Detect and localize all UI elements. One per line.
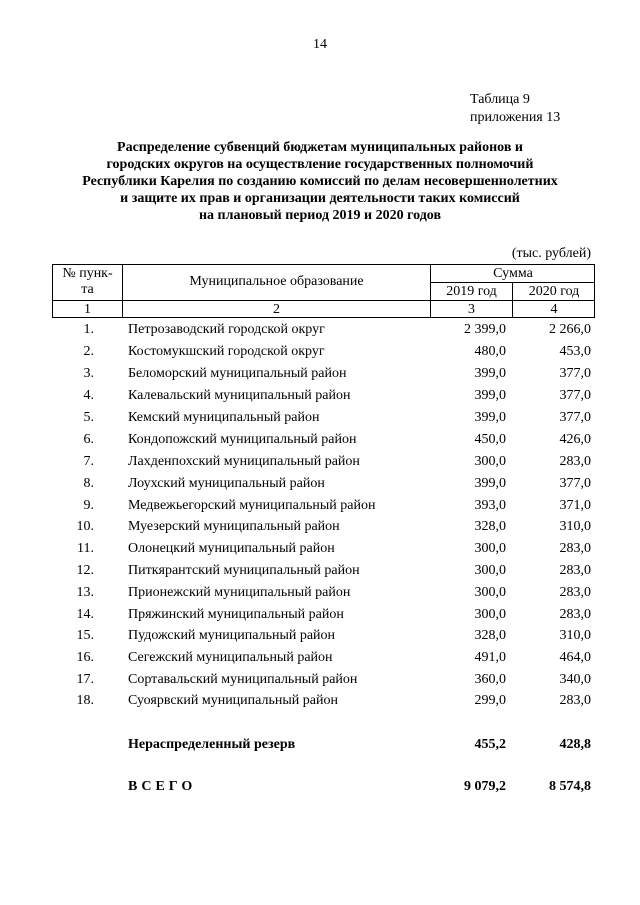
table-row: 9. Медвежьегорский муниципальный район 393,0 371,0 [83, 498, 591, 513]
title-line: на плановый период 2019 и 2020 годов [198, 208, 442, 223]
row-divider [430, 282, 594, 283]
column-index: 3 [468, 302, 475, 317]
table-row: 14. Пряжинский муниципальный район 300,0 283,0 [76, 607, 591, 622]
column-index: 2 [273, 302, 280, 317]
title-line: городских округов на осуществление государственных полномочий [106, 157, 534, 172]
table-row: 3. Беломорский муниципальный район 399,0 377,0 [83, 366, 591, 381]
table-reference [470, 91, 560, 127]
header-year-2019: 2019 год [446, 284, 497, 299]
table-row: 16. Сегежский муниципальный район 491,0 464,0 [76, 650, 591, 665]
total-row [0, 779, 640, 801]
reserve-2020: 428,8 [559, 737, 591, 752]
table-row: 5. Кемский муниципальный район 399,0 377,0 [83, 410, 591, 425]
table-row: 10. Муезерский муниципальный район 328,0 310,0 [76, 519, 591, 534]
table-row: 17. Сортавальский муниципальный район 360,0 340,0 [76, 672, 591, 687]
table-row: 15. Пудожский муниципальный район 328,0 310,0 [76, 628, 591, 643]
table-row: 11. Олонецкий муниципальный район 300,0 283,0 [77, 541, 591, 556]
table-row: 8. Лоухский муниципальный район 399,0 377,0 [83, 476, 591, 491]
table-row: 12. Питкярантский муниципальный район 300,0 283,0 [76, 563, 591, 578]
title-line: Распределение субвенций бюджетам муниципальных районов и [117, 140, 523, 155]
table-row: 4. Калевальский муниципальный район 399,0 377,0 [83, 388, 591, 403]
header-number-column: № пунк- та [62, 266, 113, 297]
title-line: и защите их прав и организации деятельности таких комиссий [120, 191, 520, 206]
column-index: 1 [84, 302, 91, 317]
table-ref-line2: приложения 13 [470, 110, 561, 125]
page-number: 14 [313, 37, 327, 52]
title-line: Республики Карелия по созданию комиссий по делам несовершеннолетних [82, 174, 558, 189]
table-row: 1. Петрозаводский городской округ 2 399,0 2 266,0 [83, 322, 591, 337]
table-header [52, 264, 595, 318]
table-row: 18. Суоярвский муниципальный район 299,0 283,0 [76, 693, 591, 708]
reserve-row [0, 737, 640, 759]
total-2019: 9 079,2 [464, 779, 506, 794]
total-label: ВСЕГО [128, 779, 197, 794]
table-row: 2. Костомукшский городской округ 480,0 453,0 [83, 344, 591, 359]
document-title [40, 139, 600, 224]
column-index: 4 [550, 302, 558, 317]
header-year-2020: 2020 год [528, 284, 580, 299]
total-2020: 8 574,8 [549, 779, 591, 794]
header-name-column: Муниципальное образование [189, 274, 364, 289]
table-row: 7. Лахденпохский муниципальный район 300,0 283,0 [83, 454, 591, 469]
table-ref-line1: Таблица 9 [470, 92, 530, 107]
row-divider [53, 300, 594, 301]
table-row: 6. Кондопожский муниципальный район 450,0 426,0 [83, 432, 591, 447]
header-sum-column: Сумма [493, 266, 533, 281]
table-row: 13. Прионежский муниципальный район 300,0 283,0 [76, 585, 591, 600]
units-label: (тыс. рублей) [511, 246, 591, 261]
reserve-label: Нераспределенный резерв [128, 737, 296, 752]
reserve-2019: 455,2 [474, 737, 506, 752]
